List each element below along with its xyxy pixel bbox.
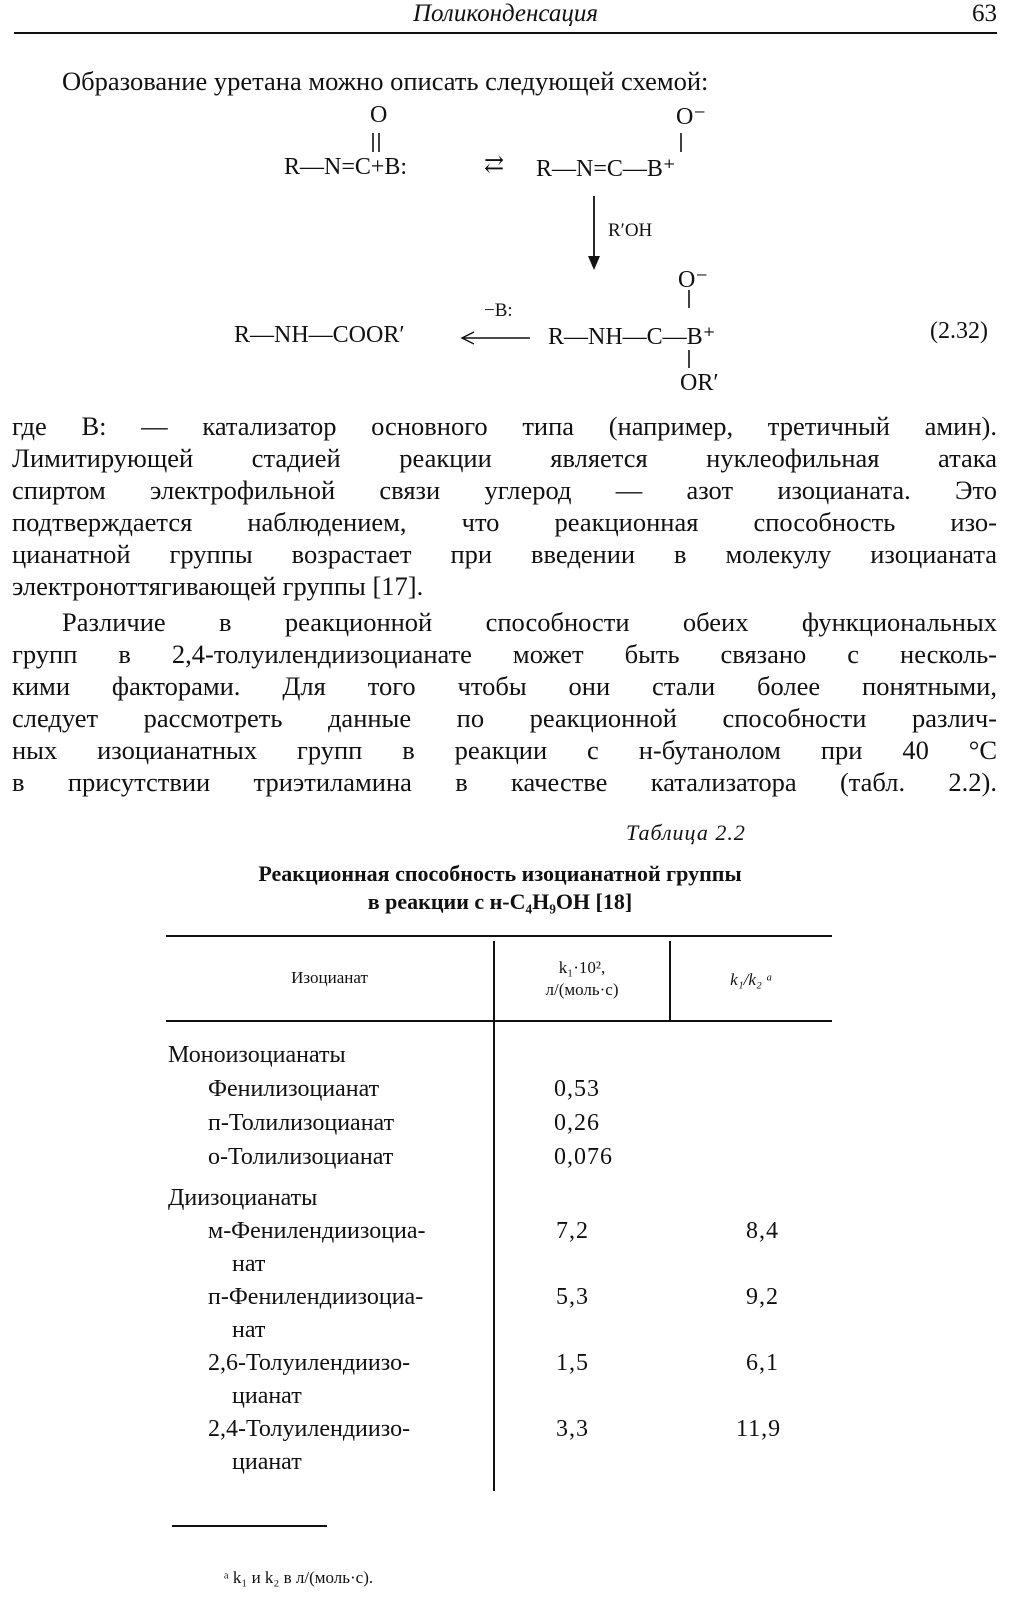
row-k1: 5,3 <box>556 1284 589 1310</box>
table-header-rule <box>166 1020 832 1022</box>
row-name: 2,4-Толуилендиизо- <box>208 1416 411 1442</box>
page-number: 63 <box>972 0 997 27</box>
table-title-line: в реакции с н-C₄H₉OH [18] <box>367 889 633 914</box>
text-line: цианатной группы возрастает при введении в молекулу изоцианата <box>12 539 997 569</box>
header-k1-line: k₁·10², <box>558 958 606 977</box>
row-k1: 0,076 <box>554 1144 613 1170</box>
row-name-cont: цианат <box>232 1383 302 1409</box>
base-elimination: −B: <box>484 300 513 321</box>
text-line: спиртом электрофильной связи углерод — азот изоцианата. Это <box>12 475 997 505</box>
complex-intermediate: R—N=C—B⁺ <box>536 156 676 182</box>
text-line: в присутствии триэтиламина в качестве катализатора (табл. 2.2). <box>12 767 997 797</box>
group-label: Диизоцианаты <box>168 1185 318 1211</box>
row-name: Фенилизоцианат <box>208 1076 380 1102</box>
row-name: п-Фенилендиизоциа- <box>208 1284 424 1310</box>
text-line: подтверждается наблюдением, что реакционная способность изо- <box>12 507 997 537</box>
adduct-or: OR′ <box>680 370 719 396</box>
table-footnote: ᵃ k₁ и k₂ в л/(моль·с). <box>224 1568 374 1587</box>
text-line: Различие в реакционной способности обеих функциональных <box>62 607 997 637</box>
header-isocyanate: Изоцианат <box>291 968 368 987</box>
table-top-rule <box>166 935 832 937</box>
table-caption: Таблица 2.2 <box>626 820 746 845</box>
row-name-cont: цианат <box>232 1449 302 1475</box>
row-ratio: 8,4 <box>746 1218 779 1244</box>
group-label: Моноизоцианаты <box>168 1042 346 1068</box>
table-title <box>160 860 840 916</box>
text-line: следует рассмотреть данные по реакционной способности различ- <box>12 703 997 733</box>
row-name: м-Фенилендиизоциа- <box>208 1218 426 1244</box>
row-name-cont: нат <box>232 1251 266 1277</box>
text-line: групп в 2,4-толуилендиизоцианате может быть связано с несколь- <box>12 639 997 669</box>
paragraph-2 <box>12 606 997 798</box>
equilibrium-arrow: ⇄ <box>484 152 505 178</box>
header-ratio: k₁/k₂ ᵃ <box>730 970 773 989</box>
scheme-bonds <box>0 100 1035 410</box>
header-rule <box>14 32 997 34</box>
row-name: 2,6-Толуилендиизо- <box>208 1350 411 1376</box>
table-title-line: Реакционная способность изоцианатной группы <box>258 861 742 886</box>
row-ratio: 11,9 <box>736 1416 782 1442</box>
reactant-isocyanate: R—N=C+B: <box>284 154 408 180</box>
row-name: о-Толилизоцианат <box>208 1144 394 1170</box>
text-line: Лимитирующей стадией реакции является нуклеофильная атака <box>12 443 997 473</box>
intro-line: Образование уретана можно описать следующей схемой: <box>62 66 709 96</box>
urethane-product: R—NH—COOR′ <box>234 322 405 348</box>
complex-o-minus: O⁻ <box>676 104 706 130</box>
alcohol-reagent: R′OH <box>608 220 653 241</box>
paragraph-1 <box>12 410 997 602</box>
row-k1: 1,5 <box>556 1350 589 1376</box>
data-table <box>166 935 832 1495</box>
row-name: п-Толилизоцианат <box>208 1110 395 1136</box>
column-divider <box>493 941 495 1491</box>
text-line: электроноттягивающей группы [17]. <box>12 571 424 601</box>
row-name-cont: нат <box>232 1317 266 1343</box>
adduct-o-minus: O⁻ <box>678 267 708 293</box>
header-k1-unit: л/(моль·с) <box>545 980 619 999</box>
running-header <box>14 0 997 36</box>
row-ratio: 9,2 <box>746 1284 779 1310</box>
row-k1: 0,26 <box>554 1110 600 1136</box>
row-k1: 7,2 <box>556 1218 589 1244</box>
row-k1: 0,53 <box>554 1076 600 1102</box>
text-line: где B: — катализатор основного типа (например, третичный амин). <box>12 411 997 441</box>
row-k1: 3,3 <box>556 1416 589 1442</box>
tetrahedral-adduct: R—NH—C—B⁺ <box>548 324 716 350</box>
carbonyl-o: O <box>370 102 388 128</box>
footnote-rule <box>172 1525 327 1527</box>
text-line: ных изоцианатных групп в реакции с н-бутанолом при 40 °C <box>12 735 997 765</box>
text-line: кими факторами. Для того чтобы они стали более понятными, <box>12 671 997 701</box>
equation-number: (2.32) <box>930 318 988 344</box>
row-ratio: 6,1 <box>746 1350 779 1376</box>
running-title: Поликонденсация <box>413 0 598 27</box>
reaction-scheme <box>0 100 1035 410</box>
header-k1 <box>495 957 669 1001</box>
